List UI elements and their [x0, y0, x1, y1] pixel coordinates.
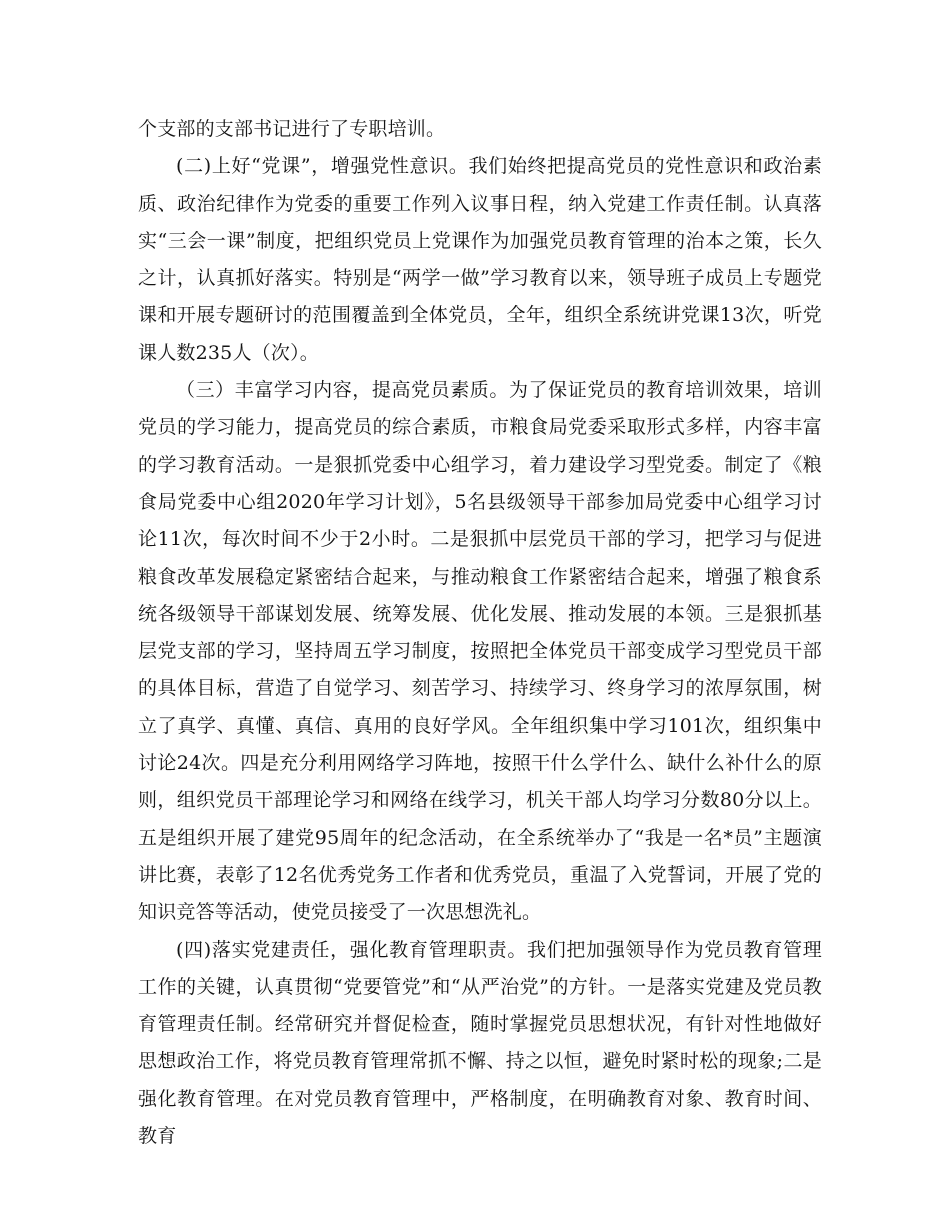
paragraph-study-content: （三）丰富学习内容，提高党员素质。为了保证党员的教育培训效果，培训党员的学习能力，提高党员的综合素质，市粮食局党委采取形式多样，内容丰富的学习教育活动。一是狠抓党委中心组学习，着力建设学习型党委。制定了《粮食局党委中心组2020年学习计划》，5名县级领导干部参加局党委中心组学习讨论11次，每次时间不少于2小时。二是狠抓中层党员干部的学习，把学习与促进粮食改革发展稳定紧密结合起来，与推动粮食工作紧密结合起来，增强了粮食系统各级领导干部谋划发展、统筹发展、优化发展、推动发展的本领。三是狠抓基层党支部的学习，坚持周五学习制度，按照把全体党员干部变成学习型党员干部的具体目标，营造了自觉学习、刻苦学习、持续学习、终身学习的浓厚氛围，树立了真学、真懂、真信、真用的良好学风。全年组织集中学习101次，组织集中讨论24次。四是充分利用网络学习阵地，按照干什么学什么、缺什么补什么的原则，组织党员干部理论学习和网络在线学习，机关干部人均学习分数80分以上。五是组织开展了建党95周年的纪念活动，在全系统举办了“我是一名*员”主题演讲比赛，表彰了12名优秀党务工作者和优秀党员，重温了入党誓词，开展了党的知识竞答等活动，使党员接受了一次思想洗礼。	[138, 379, 822, 924]
paragraph-party-lecture: (二)上好“党课”，增强党性意识。我们始终把提高党员的党性意识和政治素质、政治纪律作为党委的重要工作列入议事日程，纳入党建工作责任制。认真落实“三会一课”制度，把组织党员上党课作为加强党员教育管理的治本之策，长久之计，认真抓好落实。特别是“两学一做”学习教育以来，领导班子成员上专题党课和开展专题研讨的范围覆盖到全体党员，全年，组织全系统讲党课13次，听党课人数235人（次）。	[138, 155, 822, 364]
document-body	[138, 111, 822, 1155]
paragraph-responsibility: (四)落实党建责任，强化教育管理职责。我们把加强领导作为党员教育管理工作的关键，认真贯彻“党要管党”和“从严治党”的方针。一是落实党建及党员教育管理责任制。经常研究并督促检查，随时掌握党员思想状况，有针对性地做好思想政治工作，将党员教育管理常抓不懈、持之以恒，避免时紧时松的现象;二是强化教育管理。在对党员教育管理中，严格制度，在明确教育对象、教育时间、教育	[138, 938, 822, 1148]
paragraph-continuation: 个支部的支部书记进行了专职培训。	[138, 118, 446, 140]
